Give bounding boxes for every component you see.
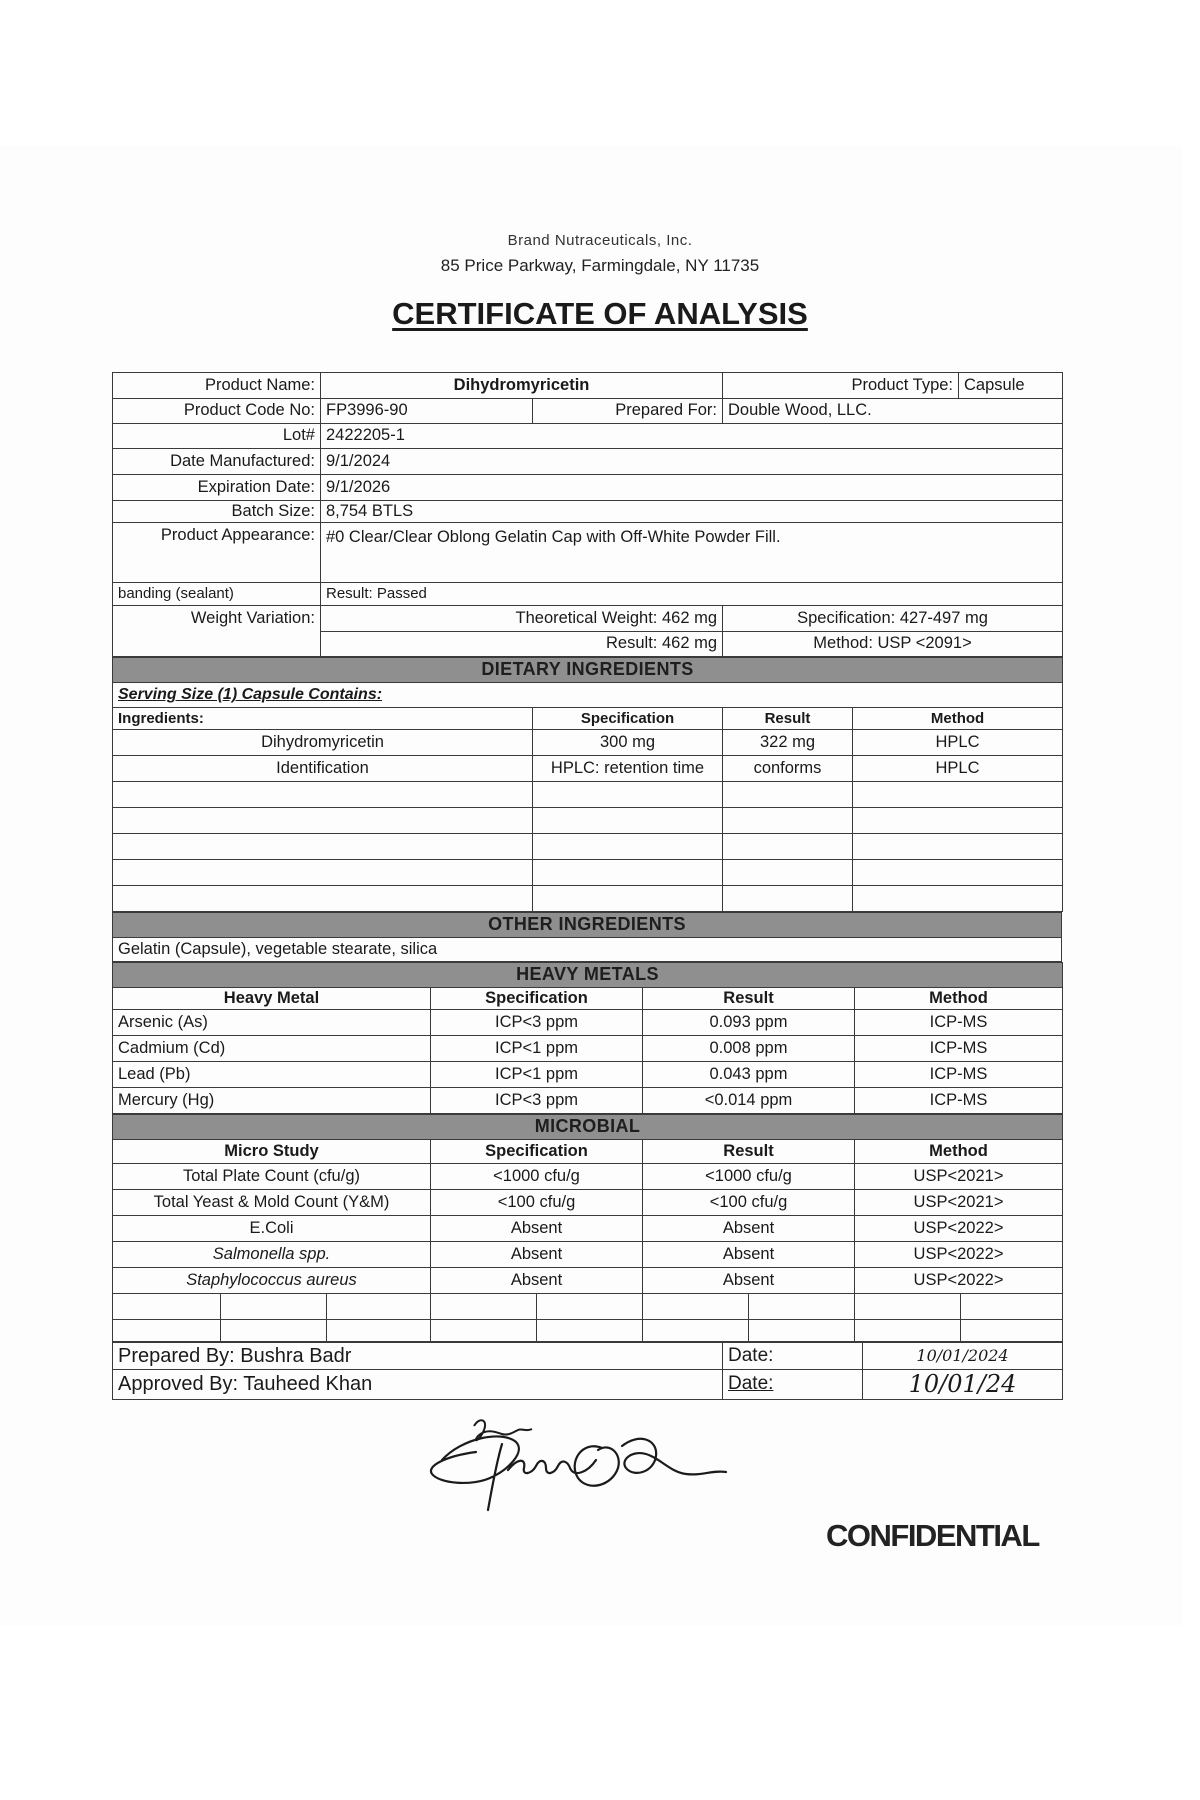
micro-result: <1000 cfu/g [643,1164,855,1190]
prepared-for-value: Double Wood, LLC. [723,399,1063,424]
approved-date-label: Date: [723,1370,863,1400]
banding-value: Result: Passed [321,583,1063,606]
theoretical-weight [321,606,723,632]
approved-date: 10/01/24 [863,1370,1063,1400]
micro-specification: <1000 cfu/g [431,1164,643,1190]
prepared-by: Prepared By: Bushra Badr [113,1343,723,1370]
metal-name: Lead (Pb) [113,1062,431,1088]
banding-label: banding (sealant) [113,583,321,606]
micro-result: Absent [643,1242,855,1268]
product-code-label: Product Code No: [113,399,321,424]
document-title: CERTIFICATE OF ANALYSIS [392,296,808,331]
metal-method: ICP-MS [855,1088,1063,1114]
weight-result [321,632,723,657]
ingredient-specification: HPLC: retention time [533,756,723,782]
dietary-col-specification: Specification [533,708,723,730]
lot-label: Lot# [113,424,321,449]
table-row [113,1268,1063,1294]
theoretical-weight-value: 462 mg [661,608,718,627]
micro-col-result: Result [643,1140,855,1164]
heavy-metals-table [112,962,1063,1114]
metal-result: 0.008 ppm [643,1036,855,1062]
theoretical-weight-label: Theoretical Weight: [515,608,658,627]
expiration-value: 9/1/2026 [321,475,1063,501]
micro-study: Salmonella spp. [113,1242,431,1268]
table-row [113,1036,1063,1062]
ingredient-method: HPLC [853,730,1063,756]
weight-method-label: Method: [813,634,873,653]
dietary-col-method: Method [853,708,1063,730]
ingredient-method: HPLC [853,756,1063,782]
metal-name: Arsenic (As) [113,1010,431,1036]
micro-specification: Absent [431,1242,643,1268]
micro-method: USP<2022> [855,1216,1063,1242]
microbial-heading: MICROBIAL [113,1115,1063,1140]
table-row [113,730,1063,756]
dietary-col-result: Result [723,708,853,730]
weight-result-label: Result: [606,634,658,653]
micro-col-specification: Specification [431,1140,643,1164]
appearance-value: #0 Clear/Clear Oblong Gelatin Cap with Off-White Powder Fill. [321,523,1063,583]
manufactured-label: Date Manufactured: [113,449,321,475]
other-ingredients-table [112,912,1062,962]
product-type-value: Capsule [959,373,1063,399]
dietary-ingredients-heading: DIETARY INGREDIENTS [113,658,1063,683]
approved-by: Approved By: Tauheed Khan [113,1370,723,1400]
metal-method: ICP-MS [855,1062,1063,1088]
weight-result-value: 462 mg [661,634,718,653]
expiration-label: Expiration Date: [113,475,321,501]
empty-row [113,1294,1063,1320]
metal-specification: ICP<1 ppm [431,1036,643,1062]
weight-spec-label: Specification: [797,608,896,627]
metal-result: 0.093 ppm [643,1010,855,1036]
table-row [113,1242,1063,1268]
micro-study: Total Plate Count (cfu/g) [113,1164,431,1190]
company-address: 85 Price Parkway, Farmingdale, NY 11735 [440,256,760,275]
micro-result: Absent [643,1216,855,1242]
metals-col-metal: Heavy Metal [113,988,431,1010]
product-code-value: FP3996-90 [321,399,533,424]
table-row [113,1088,1063,1114]
other-ingredients-text: Gelatin (Capsule), vegetable stearate, silica [113,938,1062,962]
empty-row [113,886,1063,912]
empty-row [113,1320,1063,1342]
signoff-table [112,1342,1063,1400]
metal-specification: ICP<3 ppm [431,1010,643,1036]
product-name-label: Product Name: [113,373,321,399]
micro-col-study: Micro Study [113,1140,431,1164]
appearance-label: Product Appearance: [113,523,321,583]
metals-col-specification: Specification [431,988,643,1010]
lot-value: 2422205-1 [321,424,1063,449]
micro-study: Staphylococcus aureus [113,1268,431,1294]
metal-name: Mercury (Hg) [113,1088,431,1114]
dietary-ingredients-table [112,657,1063,912]
micro-method: USP<2021> [855,1164,1063,1190]
empty-row [113,782,1063,808]
ingredient-result: 322 mg [723,730,853,756]
micro-study: E.Coli [113,1216,431,1242]
empty-row [113,808,1063,834]
weight-method [723,632,1063,657]
prepared-for-label: Prepared For: [533,399,723,424]
prepared-date-label: Date: [723,1343,863,1370]
other-ingredients-heading: OTHER INGREDIENTS [113,913,1062,938]
prepared-date: 10/01/2024 [863,1343,1063,1370]
product-info-table [112,372,1063,657]
weight-specification [723,606,1063,632]
product-name-value: Dihydromyricetin [321,373,723,399]
table-row [113,1216,1063,1242]
metal-method: ICP-MS [855,1010,1063,1036]
table-row [113,1164,1063,1190]
batch-size-label: Batch Size: [113,501,321,523]
coa-form [112,372,1062,1400]
weight-spec-value: 427-497 mg [899,608,988,627]
micro-result: Absent [643,1268,855,1294]
ingredient-specification: 300 mg [533,730,723,756]
manufactured-value: 9/1/2024 [321,449,1063,475]
serving-size-caption: Serving Size (1) Capsule Contains: [113,683,1063,708]
empty-row [113,834,1063,860]
table-row [113,756,1063,782]
micro-specification: <100 cfu/g [431,1190,643,1216]
micro-method: USP<2022> [855,1268,1063,1294]
micro-specification: Absent [431,1216,643,1242]
metal-result: <0.014 ppm [643,1088,855,1114]
table-row [113,1062,1063,1088]
microbial-table [112,1114,1063,1342]
ingredient-name: Identification [113,756,533,782]
company-name: Brand Nutraceuticals, Inc. [507,232,693,249]
metal-method: ICP-MS [855,1036,1063,1062]
product-type-label: Product Type: [723,373,959,399]
micro-method: USP<2021> [855,1190,1063,1216]
metal-specification: ICP<1 ppm [431,1062,643,1088]
ingredient-name: Dihydromyricetin [113,730,533,756]
heavy-metals-heading: HEAVY METALS [113,963,1063,988]
micro-col-method: Method [855,1140,1063,1164]
weight-method-value: USP <2091> [877,634,972,653]
batch-size-value: 8,754 BTLS [321,501,1063,523]
dietary-col-ingredients: Ingredients: [113,708,533,730]
ingredient-result: conforms [723,756,853,782]
micro-result: <100 cfu/g [643,1190,855,1216]
metals-col-method: Method [855,988,1063,1010]
table-row [113,1010,1063,1036]
confidential-stamp: CONFIDENTIAL [826,1518,1039,1553]
metal-name: Cadmium (Cd) [113,1036,431,1062]
empty-row [113,860,1063,886]
micro-specification: Absent [431,1268,643,1294]
micro-study: Total Yeast & Mold Count (Y&M) [113,1190,431,1216]
metal-specification: ICP<3 ppm [431,1088,643,1114]
metals-col-result: Result [643,988,855,1010]
metal-result: 0.043 ppm [643,1062,855,1088]
micro-method: USP<2022> [855,1242,1063,1268]
weight-variation-label: Weight Variation: [113,606,321,657]
table-row [113,1190,1063,1216]
